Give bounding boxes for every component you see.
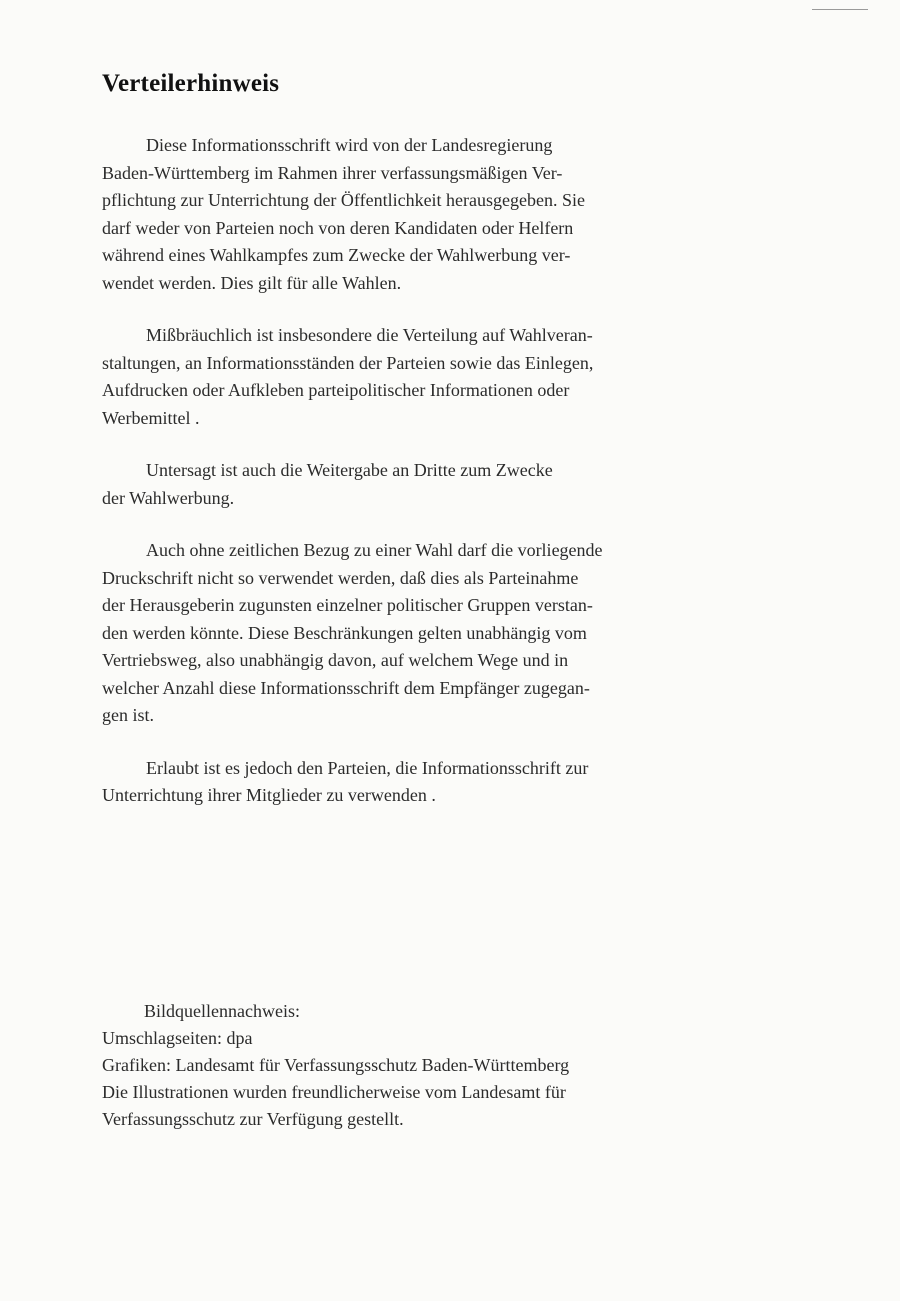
corner-rule [812, 9, 868, 10]
text-line: wendet werden. Dies gilt für alle Wahlen. [102, 272, 402, 293]
text-line: pflichtung zur Unterrichtung der Öffentlichkeit herausgegeben. Sie [102, 190, 586, 210]
paragraph-misuse [102, 322, 662, 432]
text-line: Untersagt ist auch die Weitergabe an Dritte zum Zwecke [146, 460, 553, 480]
text-line: Auch ohne zeitlichen Bezug zu einer Wahl darf die vorliegende [146, 540, 603, 560]
text-line: Vertriebsweg, also unabhängig davon, auf welchem Wege und in [102, 650, 569, 670]
text-line: welcher Anzahl diese Informationsschrift dem Empfänger zugegan- [102, 677, 590, 698]
credits-line: Die Illustrationen wurden freundlicherweise vom Landesamt für [102, 1082, 566, 1102]
text-line: der Wahlwerbung. [102, 487, 235, 508]
text-line: Werbemittel . [102, 407, 200, 428]
credits-line: Verfassungsschutz zur Verfügung gestellt. [102, 1109, 404, 1129]
text-line: Diese Informationsschrift wird von der Landesregierung [146, 135, 553, 155]
document-body [102, 68, 662, 810]
text-line: den werden könnte. Diese Beschränkungen gelten unabhängig vom [102, 622, 587, 643]
text-line: darf weder von Parteien noch von deren Kandidaten oder Helfern [102, 217, 574, 238]
text-line: Baden-Württemberg im Rahmen ihrer verfassungsmäßigen Ver- [102, 162, 563, 183]
paragraph-prohibited-transfer [102, 457, 662, 512]
text-line: Erlaubt ist es jedoch den Parteien, die Informationsschrift zur [146, 757, 589, 778]
page-title: Verteilerhinweis [102, 70, 280, 97]
paragraph-distribution-notice [102, 132, 662, 297]
text-line: Unterrichtung ihrer Mitglieder zu verwenden . [102, 785, 436, 805]
image-credits [102, 998, 569, 1133]
text-line: der Herausgeberin zugunsten einzelner politischer Gruppen verstan- [102, 595, 593, 615]
text-line: staltungen, an Informationsständen der Parteien sowie das Einlegen, [102, 352, 594, 373]
text-line: Mißbräuchlich ist insbesondere die Verteilung auf Wahlveran- [146, 325, 593, 345]
text-line: gen ist. [102, 705, 154, 725]
credits-heading: Bildquellennachweis: [144, 1001, 300, 1021]
text-line: während eines Wahlkampfes zum Zwecke der Wahlwerbung ver- [102, 245, 571, 265]
paragraph-restrictions [102, 537, 662, 730]
credits-line: Grafiken: Landesamt für Verfassungsschutz Baden-Württemberg [102, 1055, 570, 1075]
text-line: Druckschrift nicht so verwendet werden, daß dies als Parteinahme [102, 567, 579, 588]
credits-line: Umschlagseiten: dpa [102, 1028, 253, 1048]
paragraph-permitted-use [102, 755, 662, 810]
text-line: Aufdrucken oder Aufkleben parteipolitischer Informationen oder [102, 380, 570, 400]
